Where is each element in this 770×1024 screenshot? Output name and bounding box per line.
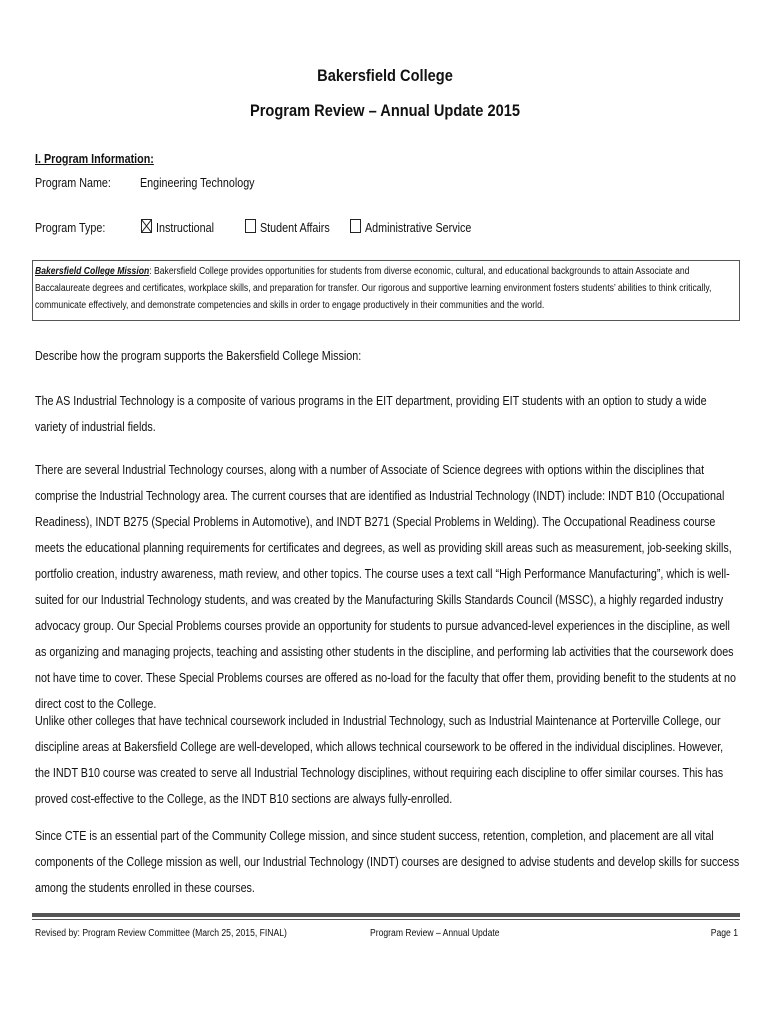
footer-title: Program Review – Annual Update	[370, 928, 500, 939]
mission-label: Bakersfield College Mission	[35, 266, 150, 277]
administrative-service-label: Administrative Service	[365, 221, 472, 235]
instructional-label: Instructional	[156, 221, 214, 235]
footer-revised: Revised by: Program Review Committee (March 25, 2015, FINAL)	[35, 928, 287, 939]
paragraph-1: The AS Industrial Technology is a composite of various programs in the EIT department, providing EIT students with an option to study a wide variety of industrial fields.	[35, 394, 707, 434]
college-title: Bakersfield College	[317, 66, 453, 85]
paragraph-4: Since CTE is an essential part of the Community College mission, and since student success, retention, completion, and placement are all vital components of the College mission as well, our Industrial Technology (INDT) courses are designed to advise students and develop skills for success among the students enrolled in these courses.	[35, 829, 740, 895]
mission-text: : Bakersfield College provides opportunities for students from diverse economic, cultural, and educational backgrounds to attain Associate and Baccalaureate degrees and certificates, workplace skills, and preparation for transfer. Our rigorous and supportive learning environment fosters students’ abilities to think critically, communicate effectively, and demonstrate competencies and skills in order to engage productively in their communities and the world.	[35, 266, 712, 311]
paragraph-3: Unlike other colleges that have technical coursework included in Industrial Technology, such as Industrial Maintenance at Porterville College, our discipline areas at Bakersfield College are well-developed, which allows technical coursework to be offered in the individual disciplines. However, the INDT B10 course was created to serve all Industrial Technology disciplines, without requiring each discipline to offer similar courses. This has proved cost-effective to the College, as the INDT B10 sections are always fully-enrolled.	[35, 714, 724, 806]
mission-prompt: Describe how the program supports the Bakersfield College Mission:	[35, 349, 362, 363]
footer-rule	[32, 913, 740, 917]
administrative-service-checkbox[interactable]	[350, 219, 361, 233]
footer-page-number: Page 1	[710, 928, 738, 939]
program-type-label: Program Type:	[35, 221, 106, 235]
paragraph-2: There are several Industrial Technology courses, along with a number of Associate of Science degrees with options within the disciplines that comprise the Industrial Technology area. The current courses that are identified as Industrial Technology (INDT) include: INDT B10 (Occupational Readiness), INDT B275 (Special Problems in Automotive), and INDT B271 (Special Problems in Welding). The Occupational Readiness course meets the educational planning requirements for certificates and degrees, as well as providing skill areas such as measurement, job-seeking skills, portfolio creation, industry awareness, math review, and other topics. The course uses a text call “High Performance Manufacturing”, which is well-suited for our Industrial Technology students, and was created by the Manufacturing Skills Standards Council (MSSC), a highly regarded industry advocacy group. Our Special Problems courses provide an opportunity for students to pursue advanced-level experiences in the discipline, as well as organizing and managing projects, teaching and assisting other students in the discipline, and performing lab activities that the coursework does not have time to cover. These Special Problems courses are offered as no-load for the faculty that offer them, providing benefit to the students at no direct cost to the College.	[35, 463, 736, 711]
footer-rule-thin	[32, 919, 740, 920]
program-name-value: Engineering Technology	[140, 176, 255, 190]
student-affairs-checkbox[interactable]	[245, 219, 256, 233]
mission-statement	[35, 263, 740, 314]
document-title: Program Review – Annual Update 2015	[249, 101, 521, 120]
student-affairs-label: Student Affairs	[260, 221, 330, 235]
program-name-label: Program Name:	[35, 176, 111, 190]
section-heading: I. Program Information:	[35, 152, 154, 166]
instructional-checkbox[interactable]	[141, 219, 152, 233]
